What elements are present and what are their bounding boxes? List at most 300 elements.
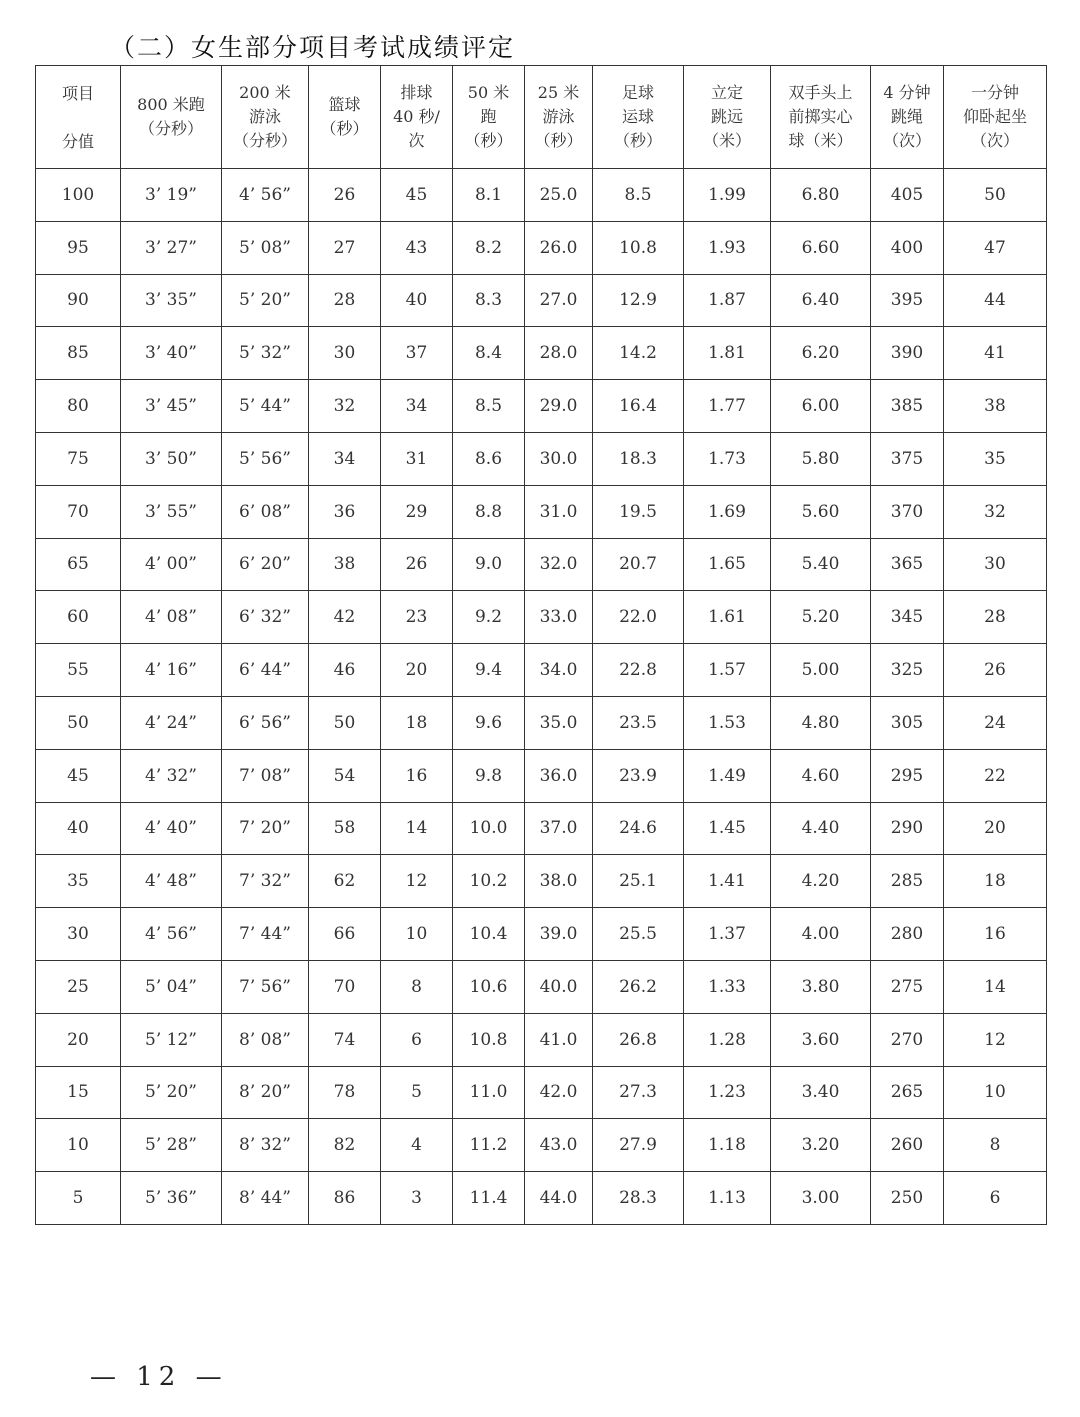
- column-header-line: 双手头上: [788, 83, 853, 102]
- value-cell: 4’ 24”: [121, 696, 222, 749]
- value-cell: 6.40: [771, 274, 871, 327]
- score-cell: 85: [36, 327, 121, 380]
- value-cell: 47: [944, 221, 1047, 274]
- value-cell: 270: [871, 1013, 944, 1066]
- value-cell: 3.00: [771, 1172, 871, 1225]
- value-cell: 10.8: [453, 1013, 525, 1066]
- value-cell: 1.33: [684, 960, 771, 1013]
- value-cell: 8.2: [453, 221, 525, 274]
- value-cell: 5: [381, 1066, 453, 1119]
- value-cell: 1.81: [684, 327, 771, 380]
- table-row: [36, 696, 1047, 749]
- value-cell: 12.9: [593, 274, 684, 327]
- value-cell: 4’ 56”: [121, 908, 222, 961]
- table-row: [36, 221, 1047, 274]
- value-cell: 14: [944, 960, 1047, 1013]
- value-cell: 11.2: [453, 1119, 525, 1172]
- table-body: [36, 169, 1047, 1225]
- value-cell: 9.8: [453, 749, 525, 802]
- value-cell: 32: [309, 380, 381, 433]
- value-cell: 4.00: [771, 908, 871, 961]
- value-cell: 30: [944, 538, 1047, 591]
- column-header: [771, 66, 871, 169]
- value-cell: 1.45: [684, 802, 771, 855]
- column-header-line: （秒）: [613, 131, 662, 150]
- value-cell: 3’ 27”: [121, 221, 222, 274]
- value-cell: 3: [381, 1172, 453, 1225]
- score-cell: 40: [36, 802, 121, 855]
- table-row: [36, 1172, 1047, 1225]
- value-cell: 27: [309, 221, 381, 274]
- score-cell: 45: [36, 749, 121, 802]
- value-cell: 8.5: [453, 380, 525, 433]
- column-header-line: 仰卧起坐: [962, 107, 1027, 126]
- value-cell: 5’ 28”: [121, 1119, 222, 1172]
- value-cell: 4: [381, 1119, 453, 1172]
- value-cell: 7’ 20”: [222, 802, 309, 855]
- score-cell: 50: [36, 696, 121, 749]
- value-cell: 5.20: [771, 591, 871, 644]
- value-cell: 50: [309, 696, 381, 749]
- value-cell: 26.2: [593, 960, 684, 1013]
- value-cell: 44: [944, 274, 1047, 327]
- value-cell: 9.4: [453, 644, 525, 697]
- value-cell: 45: [381, 169, 453, 222]
- value-cell: 26.0: [525, 221, 593, 274]
- column-header-line: 排球: [400, 83, 433, 102]
- corner-header-cell: [36, 66, 121, 169]
- value-cell: 1.93: [684, 221, 771, 274]
- value-cell: 1.53: [684, 696, 771, 749]
- value-cell: 10.8: [593, 221, 684, 274]
- score-cell: 75: [36, 432, 121, 485]
- column-header-line: 运球: [621, 107, 654, 126]
- value-cell: 1.37: [684, 908, 771, 961]
- value-cell: 28: [944, 591, 1047, 644]
- value-cell: 9.0: [453, 538, 525, 591]
- value-cell: 8.1: [453, 169, 525, 222]
- value-cell: 23.9: [593, 749, 684, 802]
- column-header: [944, 66, 1047, 169]
- column-header: [381, 66, 453, 169]
- value-cell: 8: [944, 1119, 1047, 1172]
- column-header-line: 游泳: [248, 107, 281, 126]
- value-cell: 1.13: [684, 1172, 771, 1225]
- value-cell: 6.80: [771, 169, 871, 222]
- value-cell: 1.99: [684, 169, 771, 222]
- value-cell: 31.0: [525, 485, 593, 538]
- value-cell: 10: [381, 908, 453, 961]
- value-cell: 3’ 40”: [121, 327, 222, 380]
- value-cell: 30: [309, 327, 381, 380]
- column-header-line: 40 秒/: [393, 107, 440, 126]
- value-cell: 27.3: [593, 1066, 684, 1119]
- table-row: [36, 908, 1047, 961]
- value-cell: 6’ 44”: [222, 644, 309, 697]
- value-cell: 34: [381, 380, 453, 433]
- value-cell: 41: [944, 327, 1047, 380]
- value-cell: 5’ 20”: [121, 1066, 222, 1119]
- value-cell: 25.5: [593, 908, 684, 961]
- column-header-line: （次）: [882, 131, 931, 150]
- value-cell: 6.60: [771, 221, 871, 274]
- value-cell: 5’ 12”: [121, 1013, 222, 1066]
- value-cell: 82: [309, 1119, 381, 1172]
- value-cell: 36: [309, 485, 381, 538]
- value-cell: 30.0: [525, 432, 593, 485]
- value-cell: 1.87: [684, 274, 771, 327]
- value-cell: 8.8: [453, 485, 525, 538]
- score-cell: 15: [36, 1066, 121, 1119]
- value-cell: 1.69: [684, 485, 771, 538]
- value-cell: 66: [309, 908, 381, 961]
- column-header-line: 足球: [621, 83, 654, 102]
- value-cell: 325: [871, 644, 944, 697]
- value-cell: 1.73: [684, 432, 771, 485]
- column-header-line: （秒）: [320, 119, 369, 138]
- column-header-line: 跳远: [710, 107, 743, 126]
- value-cell: 385: [871, 380, 944, 433]
- value-cell: 4’ 00”: [121, 538, 222, 591]
- score-cell: 80: [36, 380, 121, 433]
- value-cell: 27.9: [593, 1119, 684, 1172]
- value-cell: 6.00: [771, 380, 871, 433]
- value-cell: 370: [871, 485, 944, 538]
- value-cell: 32.0: [525, 538, 593, 591]
- value-cell: 7’ 08”: [222, 749, 309, 802]
- table-row: [36, 169, 1047, 222]
- value-cell: 5’ 36”: [121, 1172, 222, 1225]
- value-cell: 5.60: [771, 485, 871, 538]
- value-cell: 5.80: [771, 432, 871, 485]
- value-cell: 8.3: [453, 274, 525, 327]
- value-cell: 3’ 35”: [121, 274, 222, 327]
- value-cell: 62: [309, 855, 381, 908]
- value-cell: 1.65: [684, 538, 771, 591]
- value-cell: 4’ 48”: [121, 855, 222, 908]
- value-cell: 43.0: [525, 1119, 593, 1172]
- value-cell: 12: [381, 855, 453, 908]
- value-cell: 6’ 20”: [222, 538, 309, 591]
- score-cell: 90: [36, 274, 121, 327]
- table-row: [36, 591, 1047, 644]
- value-cell: 27.0: [525, 274, 593, 327]
- value-cell: 5’ 04”: [121, 960, 222, 1013]
- value-cell: 8’ 32”: [222, 1119, 309, 1172]
- value-cell: 3’ 55”: [121, 485, 222, 538]
- value-cell: 3.20: [771, 1119, 871, 1172]
- value-cell: 8.6: [453, 432, 525, 485]
- value-cell: 28: [309, 274, 381, 327]
- value-cell: 11.0: [453, 1066, 525, 1119]
- value-cell: 50: [944, 169, 1047, 222]
- value-cell: 28.3: [593, 1172, 684, 1225]
- value-cell: 4’ 32”: [121, 749, 222, 802]
- corner-label-score: 分值: [61, 132, 94, 151]
- column-header: [309, 66, 381, 169]
- value-cell: 1.23: [684, 1066, 771, 1119]
- value-cell: 9.2: [453, 591, 525, 644]
- value-cell: 4.60: [771, 749, 871, 802]
- value-cell: 290: [871, 802, 944, 855]
- column-header: [525, 66, 593, 169]
- value-cell: 10.0: [453, 802, 525, 855]
- value-cell: 23: [381, 591, 453, 644]
- value-cell: 1.61: [684, 591, 771, 644]
- table-row: [36, 855, 1047, 908]
- value-cell: 10.4: [453, 908, 525, 961]
- value-cell: 70: [309, 960, 381, 1013]
- value-cell: 4’ 56”: [222, 169, 309, 222]
- header-row: [36, 66, 1047, 169]
- column-header: [871, 66, 944, 169]
- score-cell: 55: [36, 644, 121, 697]
- value-cell: 43: [381, 221, 453, 274]
- value-cell: 1.18: [684, 1119, 771, 1172]
- value-cell: 400: [871, 221, 944, 274]
- value-cell: 3.80: [771, 960, 871, 1013]
- table-row: [36, 1066, 1047, 1119]
- value-cell: 6’ 08”: [222, 485, 309, 538]
- value-cell: 5.40: [771, 538, 871, 591]
- value-cell: 265: [871, 1066, 944, 1119]
- score-cell: 10: [36, 1119, 121, 1172]
- value-cell: 29: [381, 485, 453, 538]
- value-cell: 7’ 32”: [222, 855, 309, 908]
- value-cell: 5’ 44”: [222, 380, 309, 433]
- table-row: [36, 380, 1047, 433]
- value-cell: 54: [309, 749, 381, 802]
- column-header-line: 800 米跑: [137, 95, 205, 114]
- value-cell: 26: [309, 169, 381, 222]
- value-cell: 5.00: [771, 644, 871, 697]
- value-cell: 12: [944, 1013, 1047, 1066]
- value-cell: 19.5: [593, 485, 684, 538]
- table-row: [36, 432, 1047, 485]
- value-cell: 26: [381, 538, 453, 591]
- value-cell: 26: [944, 644, 1047, 697]
- table-row: [36, 644, 1047, 697]
- value-cell: 305: [871, 696, 944, 749]
- value-cell: 11.4: [453, 1172, 525, 1225]
- value-cell: 16: [944, 908, 1047, 961]
- score-cell: 95: [36, 221, 121, 274]
- value-cell: 405: [871, 169, 944, 222]
- table-row: [36, 274, 1047, 327]
- value-cell: 58: [309, 802, 381, 855]
- value-cell: 1.77: [684, 380, 771, 433]
- table-row: [36, 538, 1047, 591]
- value-cell: 18: [944, 855, 1047, 908]
- value-cell: 4’ 40”: [121, 802, 222, 855]
- column-header-line: 200 米: [239, 83, 291, 102]
- column-header-line: 50 米: [467, 83, 510, 102]
- value-cell: 29.0: [525, 380, 593, 433]
- table-row: [36, 960, 1047, 1013]
- value-cell: 4.20: [771, 855, 871, 908]
- column-header-line: 跑: [480, 107, 497, 126]
- score-cell: 35: [36, 855, 121, 908]
- value-cell: 3’ 50”: [121, 432, 222, 485]
- value-cell: 260: [871, 1119, 944, 1172]
- value-cell: 18: [381, 696, 453, 749]
- score-cell: 70: [36, 485, 121, 538]
- value-cell: 9.6: [453, 696, 525, 749]
- column-header-line: （次）: [970, 131, 1019, 150]
- value-cell: 42.0: [525, 1066, 593, 1119]
- score-cell: 65: [36, 538, 121, 591]
- value-cell: 44.0: [525, 1172, 593, 1225]
- value-cell: 20.7: [593, 538, 684, 591]
- value-cell: 3.40: [771, 1066, 871, 1119]
- value-cell: 275: [871, 960, 944, 1013]
- value-cell: 3’ 45”: [121, 380, 222, 433]
- column-header-line: 立定: [710, 83, 743, 102]
- value-cell: 31: [381, 432, 453, 485]
- value-cell: 35: [944, 432, 1047, 485]
- table-row: [36, 485, 1047, 538]
- value-cell: 395: [871, 274, 944, 327]
- value-cell: 6.20: [771, 327, 871, 380]
- score-cell: 100: [36, 169, 121, 222]
- value-cell: 250: [871, 1172, 944, 1225]
- value-cell: 14: [381, 802, 453, 855]
- value-cell: 41.0: [525, 1013, 593, 1066]
- value-cell: 10: [944, 1066, 1047, 1119]
- table-row: [36, 1119, 1047, 1172]
- page-number: — 12 —: [90, 1362, 228, 1392]
- column-header: [453, 66, 525, 169]
- value-cell: 16: [381, 749, 453, 802]
- value-cell: 25.0: [525, 169, 593, 222]
- value-cell: 23.5: [593, 696, 684, 749]
- value-cell: 3.60: [771, 1013, 871, 1066]
- value-cell: 32: [944, 485, 1047, 538]
- value-cell: 7’ 44”: [222, 908, 309, 961]
- value-cell: 1.41: [684, 855, 771, 908]
- value-cell: 6: [381, 1013, 453, 1066]
- value-cell: 34: [309, 432, 381, 485]
- value-cell: 18.3: [593, 432, 684, 485]
- value-cell: 78: [309, 1066, 381, 1119]
- column-header-line: 跳绳: [890, 107, 923, 126]
- value-cell: 7’ 56”: [222, 960, 309, 1013]
- value-cell: 345: [871, 591, 944, 644]
- value-cell: 4’ 08”: [121, 591, 222, 644]
- column-header: [222, 66, 309, 169]
- column-header-line: 篮球: [328, 95, 361, 114]
- column-header-line: 25 米: [537, 83, 580, 102]
- score-cell: 20: [36, 1013, 121, 1066]
- column-header-line: 球（米）: [788, 131, 853, 150]
- score-table: [35, 65, 1047, 1225]
- value-cell: 4.40: [771, 802, 871, 855]
- value-cell: 34.0: [525, 644, 593, 697]
- value-cell: 8’ 20”: [222, 1066, 309, 1119]
- score-cell: 60: [36, 591, 121, 644]
- value-cell: 10.2: [453, 855, 525, 908]
- value-cell: 37.0: [525, 802, 593, 855]
- column-header-line: （分秒）: [138, 119, 203, 138]
- value-cell: 4.80: [771, 696, 871, 749]
- column-header-line: （米）: [702, 131, 751, 150]
- value-cell: 22: [944, 749, 1047, 802]
- value-cell: 375: [871, 432, 944, 485]
- value-cell: 5’ 32”: [222, 327, 309, 380]
- column-header-line: （分秒）: [232, 131, 297, 150]
- value-cell: 280: [871, 908, 944, 961]
- value-cell: 37: [381, 327, 453, 380]
- value-cell: 365: [871, 538, 944, 591]
- value-cell: 86: [309, 1172, 381, 1225]
- section-title: （二）女生部分项目考试成绩评定: [110, 33, 516, 62]
- value-cell: 6’ 32”: [222, 591, 309, 644]
- value-cell: 33.0: [525, 591, 593, 644]
- corner-label-item: 项目: [61, 84, 94, 103]
- value-cell: 22.8: [593, 644, 684, 697]
- column-header-line: 次: [408, 131, 425, 150]
- column-header-line: 一分钟: [970, 83, 1019, 102]
- value-cell: 39.0: [525, 908, 593, 961]
- value-cell: 10.6: [453, 960, 525, 1013]
- value-cell: 42: [309, 591, 381, 644]
- value-cell: 1.57: [684, 644, 771, 697]
- table-row: [36, 802, 1047, 855]
- value-cell: 38.0: [525, 855, 593, 908]
- column-header: [593, 66, 684, 169]
- value-cell: 36.0: [525, 749, 593, 802]
- value-cell: 38: [309, 538, 381, 591]
- value-cell: 35.0: [525, 696, 593, 749]
- value-cell: 1.28: [684, 1013, 771, 1066]
- table-row: [36, 749, 1047, 802]
- value-cell: 40.0: [525, 960, 593, 1013]
- column-header: [684, 66, 771, 169]
- value-cell: 1.49: [684, 749, 771, 802]
- score-cell: 30: [36, 908, 121, 961]
- value-cell: 6’ 56”: [222, 696, 309, 749]
- value-cell: 46: [309, 644, 381, 697]
- value-cell: 6: [944, 1172, 1047, 1225]
- value-cell: 390: [871, 327, 944, 380]
- value-cell: 8’ 08”: [222, 1013, 309, 1066]
- value-cell: 22.0: [593, 591, 684, 644]
- column-header-line: （秒）: [464, 131, 513, 150]
- value-cell: 26.8: [593, 1013, 684, 1066]
- column-header-line: 前掷实心: [788, 107, 853, 126]
- value-cell: 40: [381, 274, 453, 327]
- value-cell: 8’ 44”: [222, 1172, 309, 1225]
- value-cell: 5’ 08”: [222, 221, 309, 274]
- value-cell: 20: [944, 802, 1047, 855]
- value-cell: 24: [944, 696, 1047, 749]
- value-cell: 24.6: [593, 802, 684, 855]
- value-cell: 8.5: [593, 169, 684, 222]
- column-header-line: （秒）: [534, 131, 583, 150]
- value-cell: 8: [381, 960, 453, 1013]
- table-row: [36, 1013, 1047, 1066]
- column-header-line: 4 分钟: [883, 83, 931, 102]
- value-cell: 74: [309, 1013, 381, 1066]
- value-cell: 14.2: [593, 327, 684, 380]
- value-cell: 5’ 56”: [222, 432, 309, 485]
- value-cell: 5’ 20”: [222, 274, 309, 327]
- value-cell: 3’ 19”: [121, 169, 222, 222]
- value-cell: 38: [944, 380, 1047, 433]
- value-cell: 285: [871, 855, 944, 908]
- column-header-line: 游泳: [542, 107, 575, 126]
- value-cell: 16.4: [593, 380, 684, 433]
